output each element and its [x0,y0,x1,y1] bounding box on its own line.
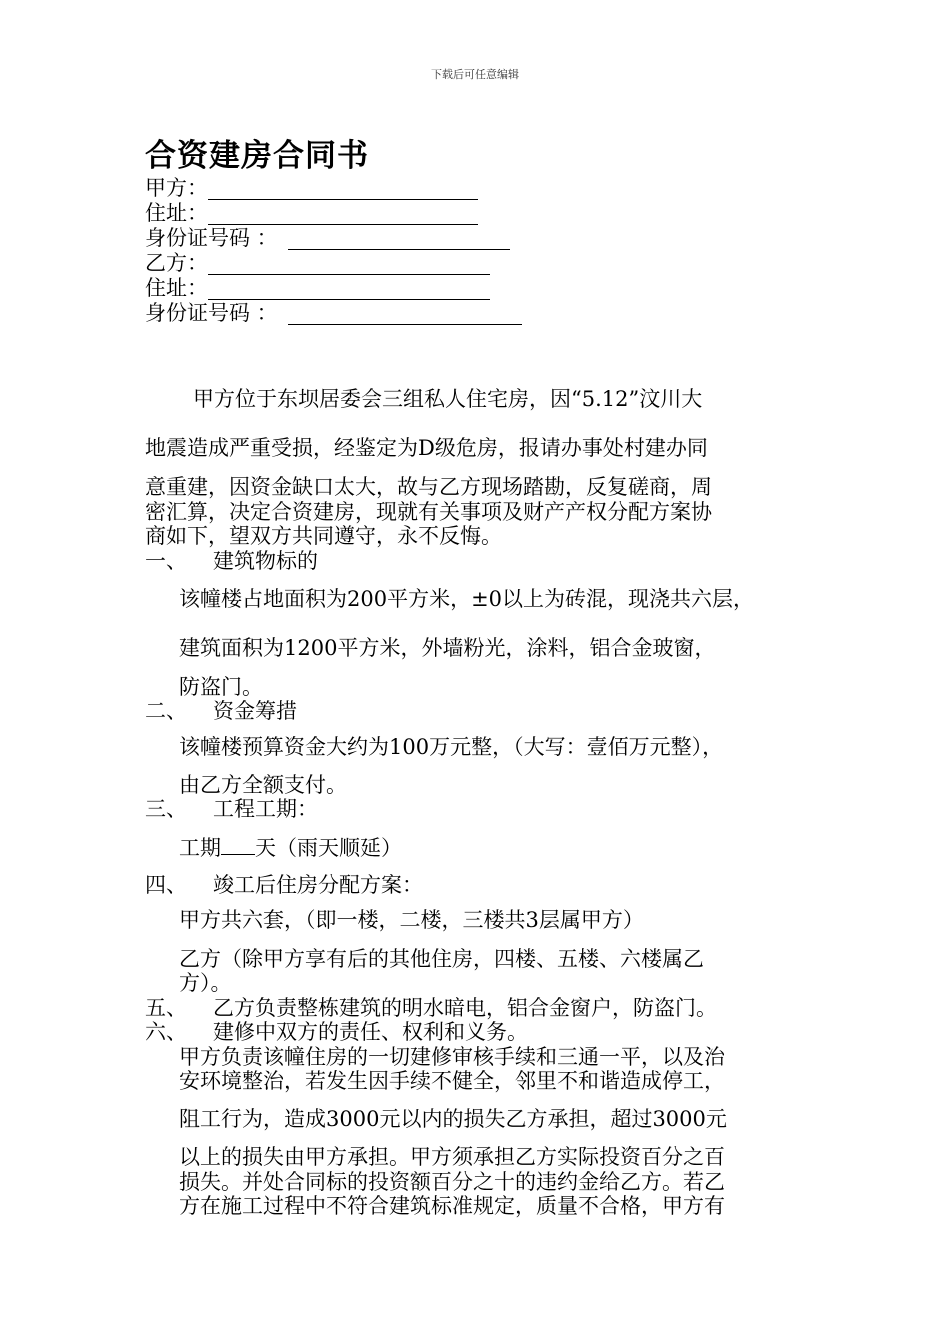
party-a-field [145,176,478,200]
field-label: 住址： [145,201,208,225]
section-heading: 乙方负责整栋建筑的明水暗电，铝合金窗户，防盗门。 [213,996,717,1020]
party-a-address-field [145,201,478,225]
intro-line: 密汇算，决定合资建房，现就有关事项及财产产权分配方案协 [145,500,712,524]
header-note: 下载后可任意编辑 [431,68,519,81]
section-body-line: 甲方负责该幢住房的一切建修审核手续和三通一平，以及治 [179,1045,725,1069]
section-body-line: 方在施工过程中不符合建筑标准规定，质量不合格，甲方有 [179,1194,725,1218]
field-label: 乙方： [145,251,208,275]
fill-blank[interactable] [208,254,490,275]
section-body-line: 安环境整治，若发生因手续不健全，邻里不和谐造成停工， [179,1069,725,1093]
section-number: 一、 [145,549,187,573]
construction-period-line [179,834,402,860]
section-number: 五、 [145,996,187,1020]
party-b-id-field [145,301,522,325]
section-body-line: 以上的损失由甲方承担。甲方须承担乙方实际投资百分之百 [179,1145,725,1169]
section-body-line: 该幢楼预算资金大约为100万元整，（大写：壹佰万元整）， [179,735,724,759]
fill-blank[interactable] [208,204,478,225]
intro-line: 地震造成严重受损，经鉴定为D级危房，报请办事处村建办同 [145,436,708,460]
field-label: 住址： [145,276,208,300]
party-b-field [145,251,490,275]
field-label: 身份证号码 ： [145,301,278,325]
period-suffix: 天（雨天顺延） [255,836,402,860]
section-body-line: 建筑面积为1200平方米，外墙粉光，涂料，铝合金玻窗， [179,636,716,660]
fill-blank[interactable] [208,279,490,300]
intro-line: 意重建，因资金缺口太大，故与乙方现场踏勘，反复磋商，周 [145,475,712,499]
section-number: 六、 [145,1020,187,1044]
party-b-address-field [145,276,490,300]
section-body-line: 阻工行为，造成3000元以内的损失乙方承担，超过3000元 [179,1107,727,1131]
section-heading: 建筑物标的 [213,549,318,573]
section-body-line: 甲方共六套，（即一楼，二楼，三楼共3层属甲方） [179,908,644,932]
section-heading: 工程工期： [213,797,318,821]
field-label: 甲方： [145,176,208,200]
fill-blank[interactable] [288,229,510,250]
fill-blank[interactable] [288,304,522,325]
section-body-line: 该幢楼占地面积为200平方米，±0以上为砖混，现浇共六层， [179,587,755,611]
section-body-line: 损失。并处合同标的投资额百分之十的违约金给乙方。若乙 [179,1170,725,1194]
section-body-line: 乙方（除甲方享有后的其他住房，四楼、五楼、六楼属乙 [179,947,704,971]
section-heading: 建修中双方的责任、权利和义务。 [213,1020,528,1044]
section-number: 四、 [145,873,187,897]
field-label: 身份证号码 ： [145,226,278,250]
section-body-line: 由乙方全额支付。 [179,773,347,797]
intro-line: 甲方位于东坝居委会三组私人住宅房，因“5.12”汶川大 [193,387,703,411]
fill-blank[interactable] [208,179,478,200]
section-number: 三、 [145,797,187,821]
period-label: 工期 [179,836,221,860]
section-body-line: 方）。 [179,971,232,995]
section-number: 二、 [145,699,187,723]
period-days-blank[interactable] [221,834,255,855]
section-heading: 资金筹措 [213,699,297,723]
party-a-id-field [145,226,510,250]
intro-line: 商如下，望双方共同遵守，永不反悔。 [145,524,502,548]
section-heading: 竣工后住房分配方案： [213,873,423,897]
section-body-line: 防盗门。 [179,675,263,699]
document-title: 合资建房合同书 [145,138,369,174]
